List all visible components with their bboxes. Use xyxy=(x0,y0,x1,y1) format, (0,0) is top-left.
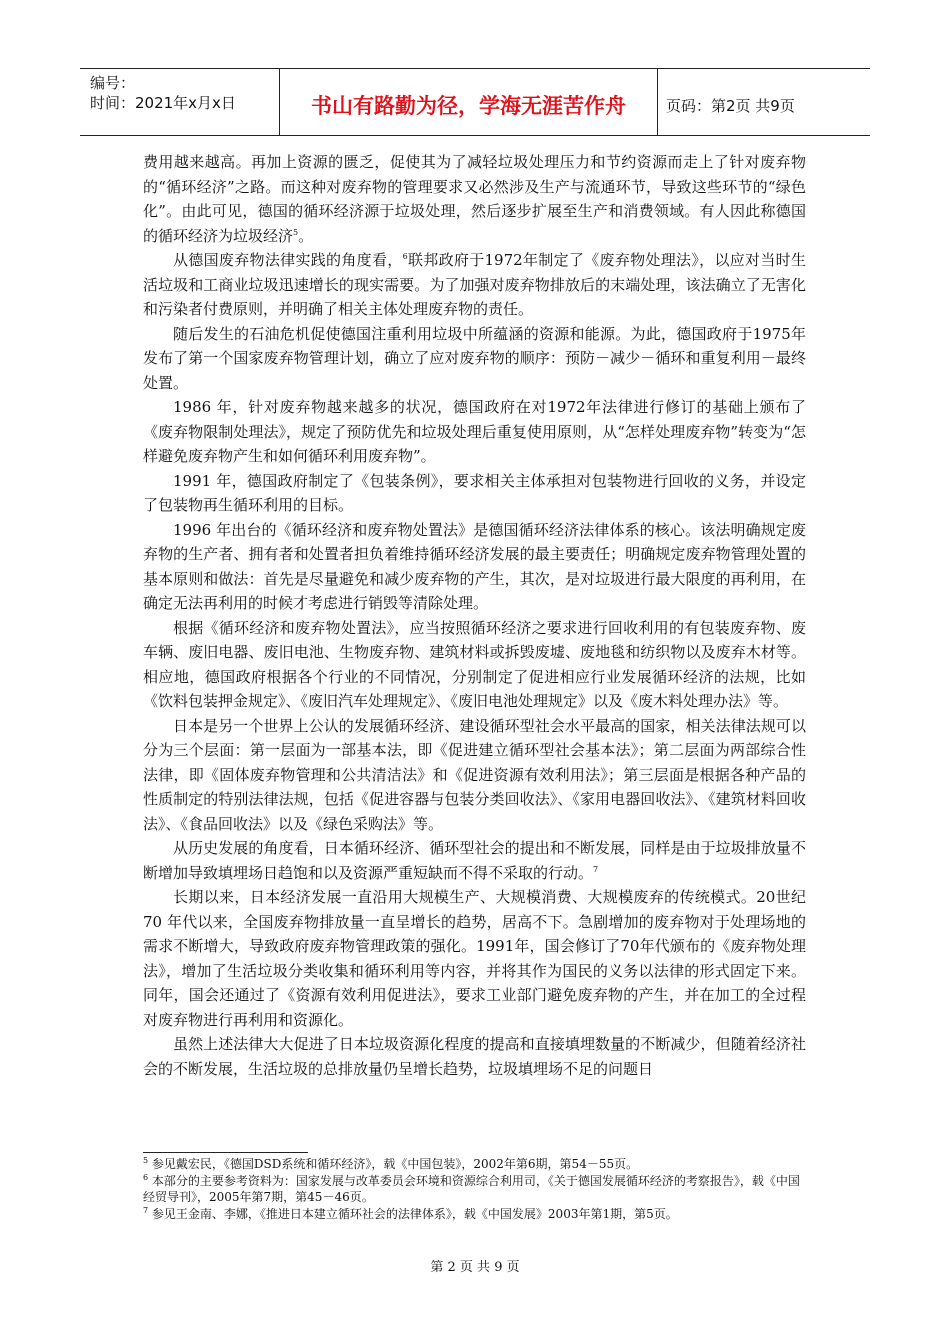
paragraph: 1996 年出台的《循环经济和废弃物处置法》是德国循环经济法律体系的核心。该法明确规定废弃物的生产者、拥有者和处置者担负着维持循环经济发展的最主要责任；明确规定废弃物管理处置的基本原则和做法：首先是尽量避免和减少废弃物的产生，其次，是对垃圾进行最大限度的再利用，在确定无法再利用的时候才考虑进行销毁等清除处理。 xyxy=(143,520,806,612)
paragraph: 从历史发展的角度看，日本循环经济、循环型社会的提出和不断发展，同样是由于垃圾排放量不断增加导致填埋场日趋饱和以及资源严重短缺而不得不采取的行动。$^7$ xyxy=(143,839,806,882)
header-meta xyxy=(80,69,280,135)
footnote: $^6$ 本部分的主要参考资料为：国家发展与改革委员会环境和资源综合利用司，《关于德国发展循环经济的考察报告》，载《中国经贸导刊》，2005年第7期，第45－46页。 xyxy=(143,1173,800,1204)
page-number: 第 2 页 共 9 页 xyxy=(430,1260,520,1275)
footnote-divider xyxy=(143,1152,308,1153)
footnote-ref: 7 xyxy=(593,864,599,874)
footnote: $^5$ 参见戴宏民，《德国DSD系统和循环经济》，载《中国包装》，2002年第6期，第54－55页。 xyxy=(143,1156,639,1171)
footnote-ref: 6 xyxy=(402,252,408,261)
header-motto: 书山有路勤为径，学海无涯苦作舟 xyxy=(280,69,658,135)
paragraph: 虽然上述法律大大促进了日本垃圾资源化程度的提高和直接填埋数量的不断减少，但随着经济社会的不断发展，生活垃圾的总排放量仍呈增长趋势，垃圾填埋场不足的问题日 xyxy=(143,1035,806,1078)
paragraph: 费用越来越高。再加上资源的匮乏，促使其为了减轻垃圾处理压力和节约资源而走上了针对废弃物的“循环经济”之路。而这种对废弃物的管理要求又必然涉及生产与流通环节，导致这些环节的“绿色化”。由此可见，德国的循环经济源于垃圾处理，然后逐步扩展至生产和消费领域。有人因此称德国的循环经济为垃圾经济$^5$。 xyxy=(143,153,806,245)
date-label: 时间：2021年x月x日 xyxy=(90,94,236,112)
paragraph: 根据《循环经济和废弃物处置法》，应当按照循环经济之要求进行回收利用的有包装废弃物、废车辆、废旧电器、废旧电池、生物废弃物、建筑材料或拆毁废墟、废地毯和纺织物以及废弃木材等。相应地，德国政府根据各个行业的不同情况，分别制定了促进相应行业发展循环经济的法规，比如《饮料包装押金规定》、《废旧汽车处理规定》、《废旧电池处理规定》以及《废木料处理办法》等。 xyxy=(143,618,806,710)
footnotes xyxy=(143,1156,806,1223)
footnote: $^7$ 参见王金南、李娜，《推进日本建立循环社会的法律体系》，载《中国发展》2003年第1期，第5页。 xyxy=(143,1206,678,1221)
header-page-label: 页码：第2页 共9页 xyxy=(666,96,795,115)
paragraph: 1991 年，德国政府制定了《包装条例》，要求相关主体承担对包装物进行回收的义务，并设定了包装物再生循环利用的目标。 xyxy=(143,471,806,514)
paragraph: 日本是另一个世界上公认的发展循环经济、建设循环型社会水平最高的国家，相关法律法规可以分为三个层面：第一层面为一部基本法，即《促进建立循环型社会基本法》；第二层面为两部综合性法律，即《固体废弃物管理和公共清洁法》和《促进资源有效利用法》；第三层面是根据各种产品的性质制定的特别法律法规，包括《促进容器与包装分类回收法》、《家用电器回收法》、《建筑材料回收法》、《食品回收法》以及《绿色采购法》等。 xyxy=(143,716,806,833)
footnote-ref: 5 xyxy=(293,227,299,237)
number-label: 编号： xyxy=(90,74,136,92)
paragraph: 随后发生的石油危机促使德国注重利用垃圾中所蕴涵的资源和能源。为此，德国政府于1975年发布了第一个国家废弃物管理计划，确立了应对废弃物的顺序：预防－减少－循环和重复利用－最终处置。 xyxy=(143,324,806,392)
body-text xyxy=(143,150,806,1081)
paragraph: 1986 年，针对废弃物越来越多的状况，德国政府在对1972年法律进行修订的基础上颁布了《废弃物限制处理法》，规定了预防优先和垃圾处理后重复使用原则，从“怎样处理废弃物”转变为“怎样避免废弃物产生和如何循环利用废弃物”。 xyxy=(143,398,806,465)
page-header xyxy=(80,68,870,136)
paragraph: 长期以来，日本经济发展一直沿用大规模生产、大规模消费、大规模废弃的传统模式。20世纪70 年代以来，全国废弃物排放量一直呈增长的趋势，居高不下。急剧增加的废弃物对于处理场地的需求不断增大，导致政府废弃物管理政策的强化。1991年，国会修订了70年代颁布的《废弃物处理法》，增加了生活垃圾分类收集和循环利用等内容，并将其作为国民的义务以法律的形式固定下来。同年，国会还通过了《资源有效利用促进法》，要求工业部门避免废弃物的产生，并在加工的全过程对废弃物进行再利用和资源化。 xyxy=(143,888,806,1029)
paragraph: 从德国废弃物法律实践的角度看，$^6$联邦政府于1972年制定了《废弃物处理法》，以应对当时生活垃圾和工商业垃圾迅速增长的现实需要。为了加强对废弃物排放后的末端处理，该法确立了无害化和污染者付费原则，并明确了相关主体处理废弃物的责任。 xyxy=(143,251,806,318)
